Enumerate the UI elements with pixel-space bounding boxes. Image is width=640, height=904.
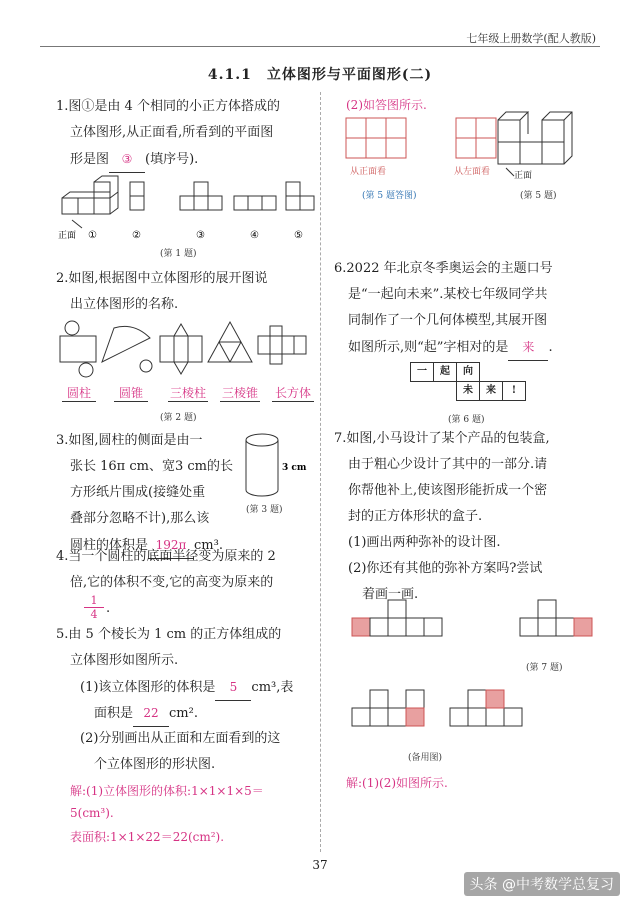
q2-net-cylinder xyxy=(60,321,96,377)
q3-cylinder xyxy=(242,432,307,502)
q5-line2: 立体图形如图所示. xyxy=(70,653,179,668)
q7-caption: (第 7 题) xyxy=(526,663,563,673)
q3-dim-label: 3 cm xyxy=(282,463,307,473)
q6-cell-3: 向 xyxy=(456,362,480,382)
q1-line3-b: (填序号). xyxy=(145,152,199,167)
q7-line2: 由于粗心少设计了其中的一部分.请 xyxy=(348,457,548,472)
q4-ans-den: 4 xyxy=(84,607,104,621)
q4-ans-num: 1 xyxy=(90,594,98,607)
q6-cell-1: 一 xyxy=(410,362,434,382)
q6-line4 xyxy=(348,334,553,361)
section-title: 4.1.1 立体图形与平面图形(二) xyxy=(207,67,433,83)
q3-line1: 3.如图,圆柱的侧面是由一 xyxy=(56,433,203,448)
q4-period: . xyxy=(106,601,111,616)
q7-solution: 解:(1)(2)如图所示. xyxy=(346,776,448,790)
q5-sub1-a: (1)该立体图形的体积是 xyxy=(80,680,216,695)
q2-line1: 2.如图,根据图中立体图形的展开图说 xyxy=(56,271,268,286)
q2-net-prism xyxy=(160,324,202,374)
q2-ans-1: 圆柱 xyxy=(62,384,96,402)
q6-line4-a: 如图所示,则“起”字相对的是 xyxy=(348,340,509,355)
q6-line4-b: . xyxy=(548,340,553,355)
q7-line4: 封的正方体形状的盒子. xyxy=(348,509,483,524)
q2-net-pyramid xyxy=(208,322,252,362)
q5-sub2-line2: 个立体图形的形状图. xyxy=(94,757,216,772)
q6-line3: 同制作了一个几何体模型,其展开图 xyxy=(348,313,548,328)
q6-net xyxy=(410,362,520,402)
q7-spare-caption: (备用图) xyxy=(408,753,443,763)
q2-caption: (第 2 题) xyxy=(160,413,197,423)
q6-cell-6: ! xyxy=(502,381,526,401)
q5-solution-1: 解:(1)立体图形的体积:1×1×1×5＝ xyxy=(70,784,264,798)
q4-line1: 4.当一个圆柱的底面半径变为原来的 2 xyxy=(56,549,276,564)
q1-caption: (第 1 题) xyxy=(160,249,197,259)
q6-cell-4: 未 xyxy=(456,381,480,401)
q6-answer: 来 xyxy=(508,334,548,361)
q7-line1: 7.如图,小马设计了某个产品的包装盒, xyxy=(334,431,550,446)
q5-front-view xyxy=(346,118,406,158)
q3-line5-a: 圆柱的体积是 xyxy=(70,538,149,553)
q6-caption: (第 6 题) xyxy=(448,415,485,425)
q7-sub1: (1)画出两种弥补的设计图. xyxy=(348,535,501,550)
q1-figures xyxy=(58,180,318,250)
q5-sub1-line2 xyxy=(94,700,198,727)
q4-answer xyxy=(84,594,104,621)
q1-view-4 xyxy=(234,196,276,210)
q5-left-view-label: 从左面看 xyxy=(454,167,491,177)
q5-answer-views xyxy=(340,100,640,190)
q1-front-arrow xyxy=(72,220,82,228)
q1-view-3 xyxy=(180,182,222,210)
q6-cell-5: 来 xyxy=(479,381,503,401)
q7-design-1 xyxy=(352,600,442,636)
q7-designs xyxy=(350,600,610,660)
q5-line1: 5.由 5 个棱长为 1 cm 的正方体组成的 xyxy=(56,627,282,642)
q5-front-arrow xyxy=(506,168,514,176)
q7-spare-2-fill xyxy=(486,690,504,708)
q1-line3 xyxy=(70,146,198,173)
header-rule xyxy=(40,46,600,47)
q1-num-1: ① xyxy=(88,230,97,241)
q2-line2: 出立体图形的名称. xyxy=(70,297,179,312)
q5-sub1-d: cm². xyxy=(169,706,198,721)
q5-sub1-b: cm³,表 xyxy=(251,680,294,695)
q3-line2: 张长 16π cm、宽3 cm的长 xyxy=(70,459,233,474)
q1-answer: ③ xyxy=(109,146,145,173)
q6-cell-2: 起 xyxy=(433,362,457,382)
q2-ans-3: 三棱柱 xyxy=(169,386,206,400)
source-watermark: 头条 @中考数学总复习 xyxy=(464,872,620,896)
q3-line3: 方形纸片围成(接缝处重 xyxy=(70,485,206,500)
q5-answer-caption: (第 5 题答图) xyxy=(362,191,417,201)
q5-sub1-c: 面积是 xyxy=(94,706,134,721)
q6-line1: 6.2022 年北京冬季奥运会的主题口号 xyxy=(334,261,553,276)
q4-line2: 倍,它的体积不变,它的高变为原来的 xyxy=(70,575,274,590)
q3-line4: 叠部分忽略不计),那么该 xyxy=(70,511,210,526)
running-header: 七年级上册数学(配人教版) xyxy=(466,32,596,45)
q1-line1: 1.图①是由 4 个相同的小正方体搭成的 xyxy=(56,99,280,114)
q5-ans-volume: 5 xyxy=(215,674,251,701)
q3-answer: 192π xyxy=(148,532,194,559)
q5-front-label: 正面 xyxy=(514,171,533,181)
q1-cube-solid xyxy=(62,176,118,214)
q2-ans-4: 三棱锥 xyxy=(221,386,258,400)
q1-line3-a: 形是图 xyxy=(70,152,110,167)
q5-ans-area: 22 xyxy=(133,700,169,727)
q5-solid xyxy=(498,112,572,164)
q7-spare-1-fill xyxy=(406,708,424,726)
q2-net-cuboid xyxy=(258,326,306,364)
q6-line2: 是“一起向未来”.某校七年级同学共 xyxy=(348,287,548,302)
q7-spare xyxy=(350,688,610,748)
q2-ans-5: 长方体 xyxy=(272,384,314,402)
q5-caption: (第 5 题) xyxy=(520,191,557,201)
q5-left-view xyxy=(456,118,496,158)
q5-sub2-line1: (2)分别画出从正面和左面看到的这 xyxy=(80,731,281,746)
q7-design-2 xyxy=(520,600,592,636)
q5-front-view-label: 从正面看 xyxy=(350,167,387,177)
q5-solution-4: (2)如答图所示. xyxy=(346,98,427,112)
q5-solution-3: 表面积:1×1×22＝22(cm²). xyxy=(70,830,225,844)
q7-line3: 你帮他补上,使该图形能折成一个密 xyxy=(348,483,548,498)
q5-solution-2: 5(cm³). xyxy=(70,806,114,820)
q1-num-3: ③ xyxy=(196,230,205,241)
q1-num-2: ② xyxy=(132,230,141,241)
q1-front-label: 正面 xyxy=(58,231,77,241)
q5-sub1-line1 xyxy=(80,674,293,701)
q2-nets xyxy=(56,322,316,382)
page-number: 37 xyxy=(312,858,328,872)
q2-net-cone xyxy=(102,326,152,372)
q3-caption: (第 3 题) xyxy=(246,505,283,515)
q1-view-5 xyxy=(286,182,314,210)
q1-line2: 立体图形,从正面看,所看到的平面图 xyxy=(70,125,274,140)
q2-ans-2: 圆锥 xyxy=(114,384,148,402)
q1-num-5: ⑤ xyxy=(294,230,303,241)
q1-num-4: ④ xyxy=(250,230,259,241)
q1-view-2 xyxy=(130,182,144,210)
column-divider xyxy=(320,92,321,852)
q3-line5-b: cm³. xyxy=(194,538,223,553)
q7-sub2-line1: (2)你还有其他的弥补方案吗?尝试 xyxy=(348,561,543,576)
q7-sub2-line2: 着画一画. xyxy=(362,587,419,602)
